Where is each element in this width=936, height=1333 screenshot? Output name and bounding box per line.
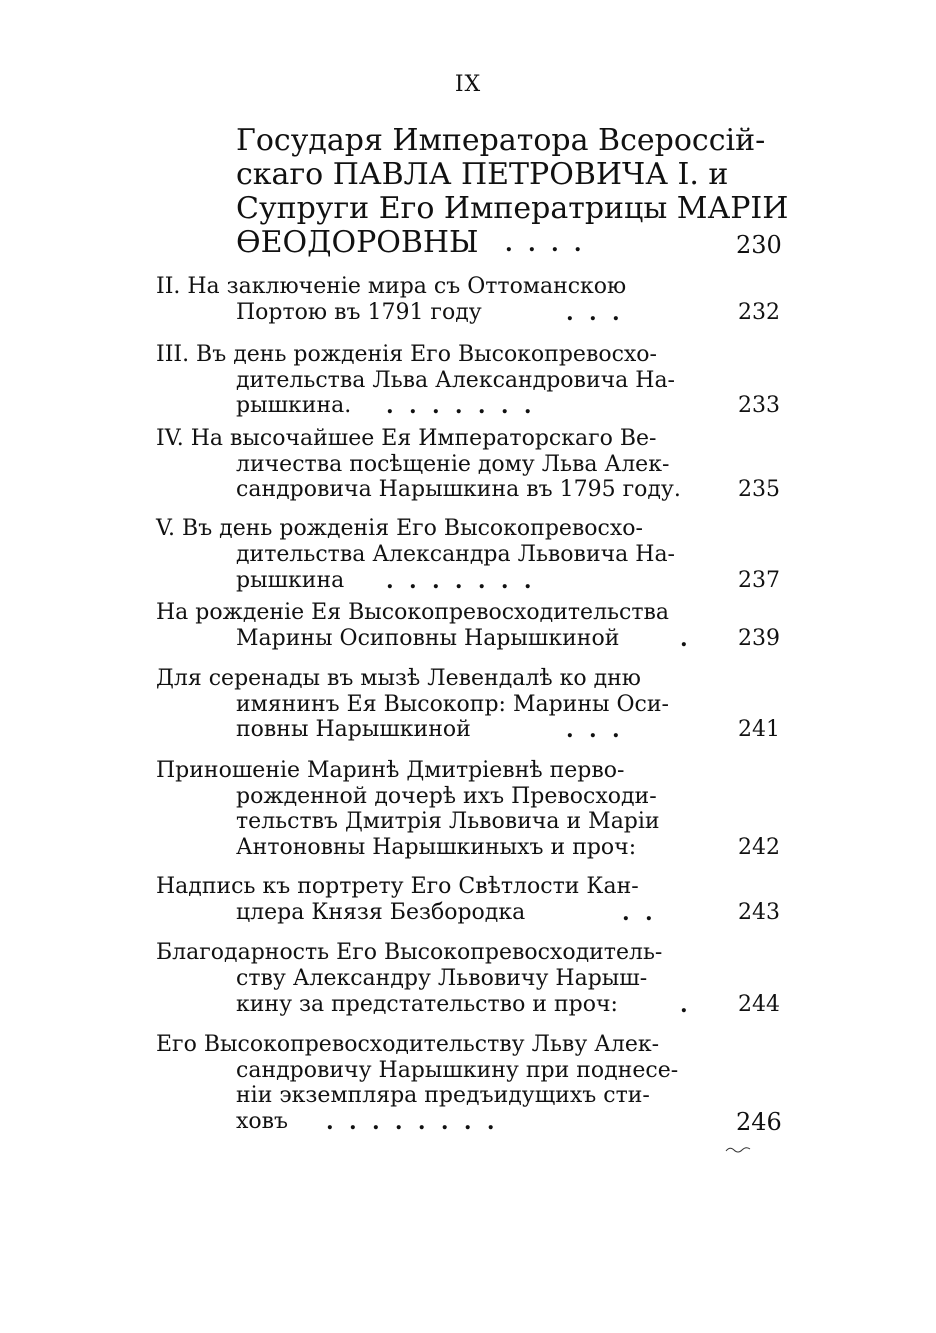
leader-dots: . [680, 992, 688, 1018]
page-number: 237 [738, 568, 780, 593]
toc-entry-line: ніи экземпляра предъидущихъ сти- [236, 1083, 650, 1108]
leader-dots: . . . . [505, 231, 582, 257]
toc-entry-line: рышкина. [236, 393, 352, 418]
toc-entry-line: ховъ [236, 1109, 289, 1134]
toc-entry-line: Его Высокопревосходительству Льву Алек- [156, 1032, 660, 1057]
pencil-mark-icon [724, 1144, 752, 1154]
toc-entry-line: дительства Льва Александровича На- [236, 368, 675, 393]
toc-entry-line: ству Александру Львовичу Нарыш- [236, 966, 648, 991]
toc-entry-line: личества посѣщеніе дому Льва Алек- [236, 452, 670, 477]
toc-entry-line: скаго ПАВЛА ПЕТРОВИЧА I. и [236, 157, 729, 192]
toc-entry-line: повны Нарышкиной [236, 717, 471, 742]
page-number: 244 [738, 992, 780, 1017]
toc-entry-line: дительства Александра Львовича На- [236, 542, 675, 567]
toc-entry-line: Приношеніе Маринѣ Дмитріевнѣ перво- [156, 758, 625, 783]
page-number: 235 [738, 477, 780, 502]
toc-entry-line: сандровичу Нарышкину при поднесе- [236, 1058, 679, 1083]
toc-entry-line: На рожденіе Ея Высокопревосходительства [156, 600, 670, 625]
leader-dots: . . . . . . . [386, 393, 532, 419]
toc-entry-line: цлера Князя Безбородка [236, 900, 526, 925]
toc-entry-line: Супруги Его Императрицы МАРІИ [236, 191, 789, 226]
page-folio: IX [454, 72, 482, 97]
toc-entry-line: сандровича Нарышкина въ 1795 году. [236, 477, 681, 502]
toc-entry-line: Благодарность Его Высокопревосходитель- [156, 940, 663, 965]
toc-entry-line: V. Въ день рожденія Его Высокопревосхо- [156, 516, 643, 541]
page-number: 246 [736, 1108, 782, 1136]
toc-entry-line: III. Въ день рожденія Его Высокопревосхо- [156, 342, 657, 367]
toc-entry-line: Для серенады въ мызѣ Левендалѣ ко дню [156, 666, 641, 691]
leader-dots: . . . [566, 717, 620, 743]
page-number: 241 [738, 717, 780, 742]
toc-entry-line: Надпись къ портрету Его Свѣтлости Кан- [156, 874, 639, 899]
leader-dots: . [680, 626, 688, 652]
toc-entry-line: II. На заключеніе мира съ Оттоманскою [156, 274, 627, 299]
toc-entry-line: кину за предстательство и проч: [236, 992, 618, 1017]
leader-dots: . . . . . . . [386, 568, 532, 594]
page-number: 232 [738, 300, 780, 325]
page-number: 243 [738, 900, 780, 925]
page-number: 233 [738, 393, 780, 418]
toc-entry-line: рышкина [236, 568, 345, 593]
toc-entry-line: Портою въ 1791 году [236, 300, 482, 325]
leader-dots: . . . . . . . . [326, 1109, 495, 1135]
page-number: 239 [738, 626, 780, 651]
leader-dots: . . . [566, 300, 620, 326]
toc-entry-line: Государя Императора Всероссій- [236, 123, 766, 158]
toc-entry-line: Марины Осиповны Нарышкиной [236, 626, 620, 651]
toc-entry-line: Антоновны Нарышкиныхъ и проч: [236, 835, 637, 860]
toc-entry-line: ѲЕОДОРОВНЫ [236, 225, 479, 260]
toc-entry-line: IV. На высочайшее Ея Императорскаго Ве- [156, 426, 657, 451]
page-number: 242 [738, 835, 780, 860]
toc-entry-line: рожденной дочерѣ ихъ Превосходи- [236, 784, 657, 809]
page-number: 230 [736, 231, 782, 259]
leader-dots: . . [622, 900, 653, 926]
toc-entry-line: тельствъ Дмитрія Львовича и Маріи [236, 809, 660, 834]
toc-entry-line: имянинъ Ея Высокопр: Марины Оси- [236, 692, 669, 717]
